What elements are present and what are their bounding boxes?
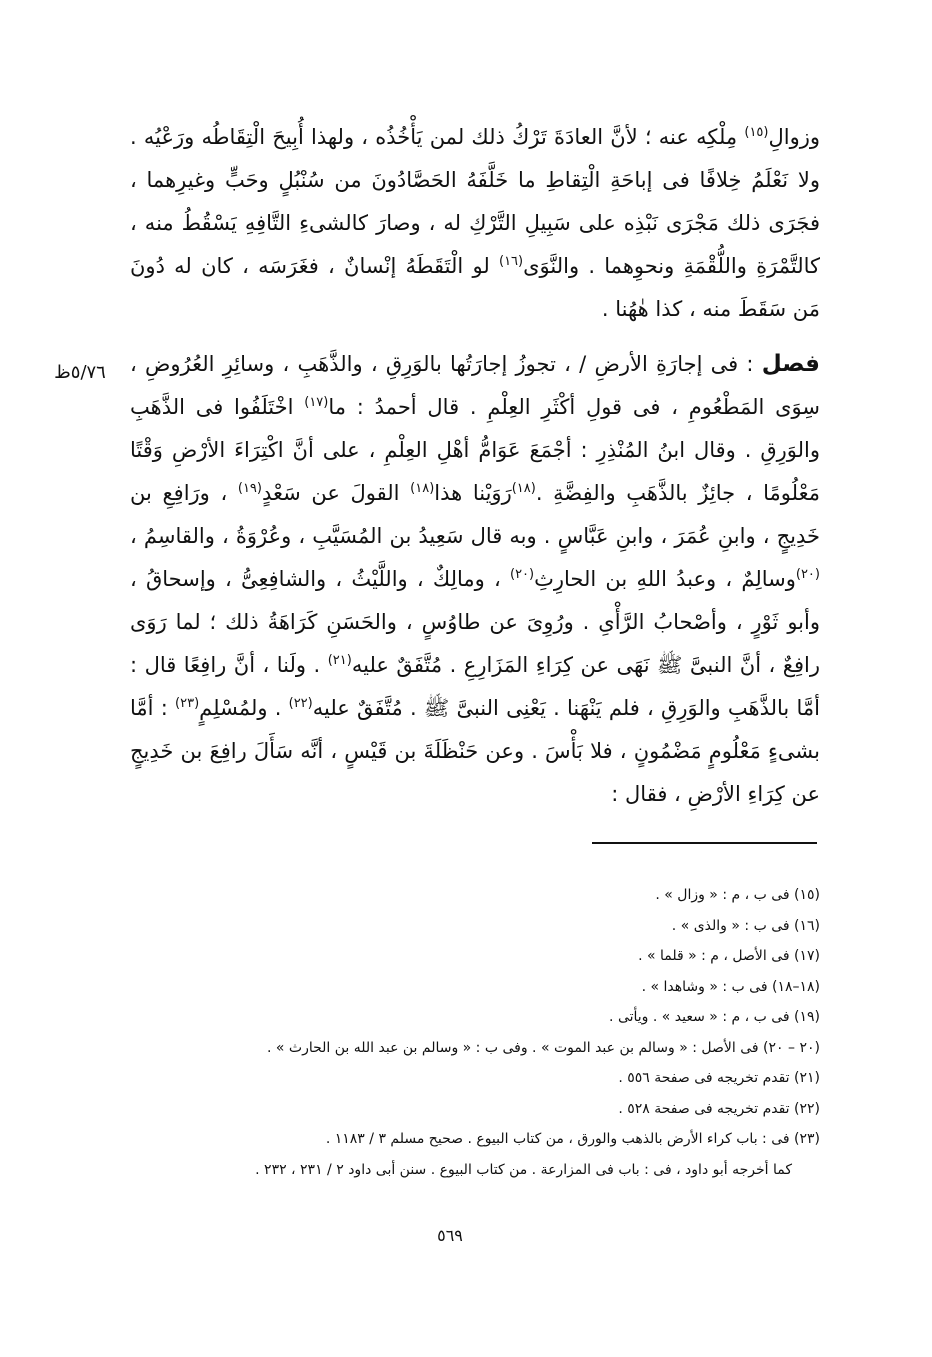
footnote-ref: (٢٠) [795,567,820,582]
text-run: وزوالِ [768,125,820,149]
text-run: مِلْكِه عنه ؛ لأنَّ العادَةَ تَرْكُ ذلك لمن يَأْخُذُه ، ولهذا أُبِيحَ الْتِقَاطُه ورَعْيُه . ولا نَعْلَمُ خِلافًا فى إباحَةِ الْتِقاطِ ما خَلَّفَهُ الحَصَّادُونَ من سُنْبُلٍ وحَبٍّ وغيرِهما ، فجَرَى ذلك مَجْرَى نَبْذِه على سَبِيلِ التَّرْكِ له ، وصارَ كالشىءِ التَّافِهِ يَسْقُطُ منه ، كالتَّمْرَةِ واللُّقْمَةِ ونحوِهما . والنَّوَى [130,125,820,278]
text-run: ، ومالِكٌ ، واللَّيْثُ ، والشافِعِىُّ ، وإسحاقُ ، وأبو ثَوْرٍ ، وأصْحابُ الرَّأْىِ . ورُوِىَ عن طاوُسٍ ، والحَسَنِ كَرَاهَةُ ذلك ؛ لما رَوَى رافِعٌ ، أنَّ النبىَّ ﷺ نَهَى عن كِرَاءِ المَزَارِعِ . مُتَّفَقٌ عليه [130,567,820,677]
text-run: رَوَيْنا هذا [434,481,512,505]
footnote: كما أخرجه أبو داود ، فى : باب فى المزارعة . من كتاب البيوع . سنن أبى داود ٢ / ٢٣١ ، ٢٣٢ . [255,1161,792,1178]
footnote-ref: (٢٢) [288,696,313,711]
footnote: (٢٣) فى : باب كراء الأرض بالذهب والورق ، من كتاب البيوع . صحيح مسلم ٣ / ١١٨٣ . [325,1131,820,1147]
footnote: (٢١) تقدم تخريجه فى صفحة ٥٥٦ . [618,1070,820,1086]
section-label: فصل [761,351,820,377]
footnote: (٢٢) تقدم تخريجه فى صفحة ٥٢٨ . [618,1100,820,1117]
paragraph [130,116,820,331]
footnote: (١٨–١٨) فى ب : « وشاهدا » . [641,978,820,995]
footnote-ref: (٢٠) [509,567,535,582]
footnote: (١٦) فى ب : « والذى » . [671,917,820,934]
footnote: (٢٠ – ٢٠) فى الأصل : « وسالم بن عبد الموت » . وفى ب : « وسالم بن عبد الله بن الحارث » . [266,1039,820,1056]
margin-manuscript-reference: ٥/٧٦ظ [54,362,106,383]
footnote-ref: (١٨) [410,481,435,496]
text-run: القولَ عن سَعْدٍ [262,481,411,505]
footnote-ref: (١٥) [744,125,769,140]
text-run: : فى إجارَةِ الأرضِ / ، تجوزُ إجارَتُها بالوَرِقِ ، والذَّهَبِ ، وسائِرِ العُرُوضِ ، سِوَى المَطْعُومِ ، فى قولِ أكْثَرِ العِلْمِ . قال أحمدُ : ما [130,352,820,419]
footnote-ref: (١٧) [304,395,329,410]
footnote-ref: (١٨) [511,481,536,496]
text-run: لو الْتَقَطَهُ إنْسانٌ ، فغَرَسَه ، كان له دُونَ مَن سَقَطَ منه ، كذا هٰهُنا . [130,254,820,321]
footnote-ref: (١٦) [498,254,524,269]
text-run: . ولَنا ، أنَّ رافِعًا قال : أمَّا بالذَّهَبِ والوَرِقِ ، فلم يَنْهَنا . يَعْنِى النبىَّ ﷺ . مُتَّفَقٌ عليه [130,653,820,720]
footnotes [150,880,820,1185]
page-number: ٥٦٩ [437,1226,463,1245]
footnote: (١٧) فى الأصل ، م : « قلما » . [638,948,820,964]
footnote-separator [592,842,817,844]
main-text [130,116,820,816]
footnote-ref: (٢١) [327,653,352,668]
footnote-ref: (١٩) [237,481,262,496]
footnote: (١٩) فى ب ، م : « سعيد » . ويأتى . [609,1009,820,1025]
text-run: وسالِمٌ ، وعبدُ اللهِ بن الحارِثِ [534,567,796,591]
text-run: ، ورَافِعِ بن خَدِيجٍ ، وابنِ عُمَرَ ، وابنِ عَبَّاسٍ . وبه قال سَعِيدُ بن المُسَيَّبِ ، وعُرْوَةُ ، والقاسِمُ ، [130,481,820,548]
text-run: : أمَّا بشىءٍ مَعْلُومٍ مَضْمُونٍ ، فلا بَأْسَ . وعن حَنْظَلَةَ بن قَيْسٍ ، أنَّه سَأَلَ رافِعَ بن خَدِيجٍ عن كِرَاءِ الأرْضِ ، فقال : [130,696,820,806]
text-run: اخْتَلَفُوا فى الذَّهَبِ والوَرِقِ . وقال ابنُ المُنْذِرِ : أجْمَعَ عَوَامُّ أهْلِ العِلْمِ ، على أنَّ اكْتِرَاءَ الأرْضِ وَقْتًا مَعْلُومًا ، جائِزٌ بالذَّهَبِ والفِضَّةِ . [130,395,820,505]
footnote-ref: (٢٣) [175,696,200,711]
text-run: . ولمُسْلِمٍ [199,696,289,720]
footnote: (١٥) فى ب ، م : « وزال » . [655,887,820,903]
paragraph [130,343,820,816]
